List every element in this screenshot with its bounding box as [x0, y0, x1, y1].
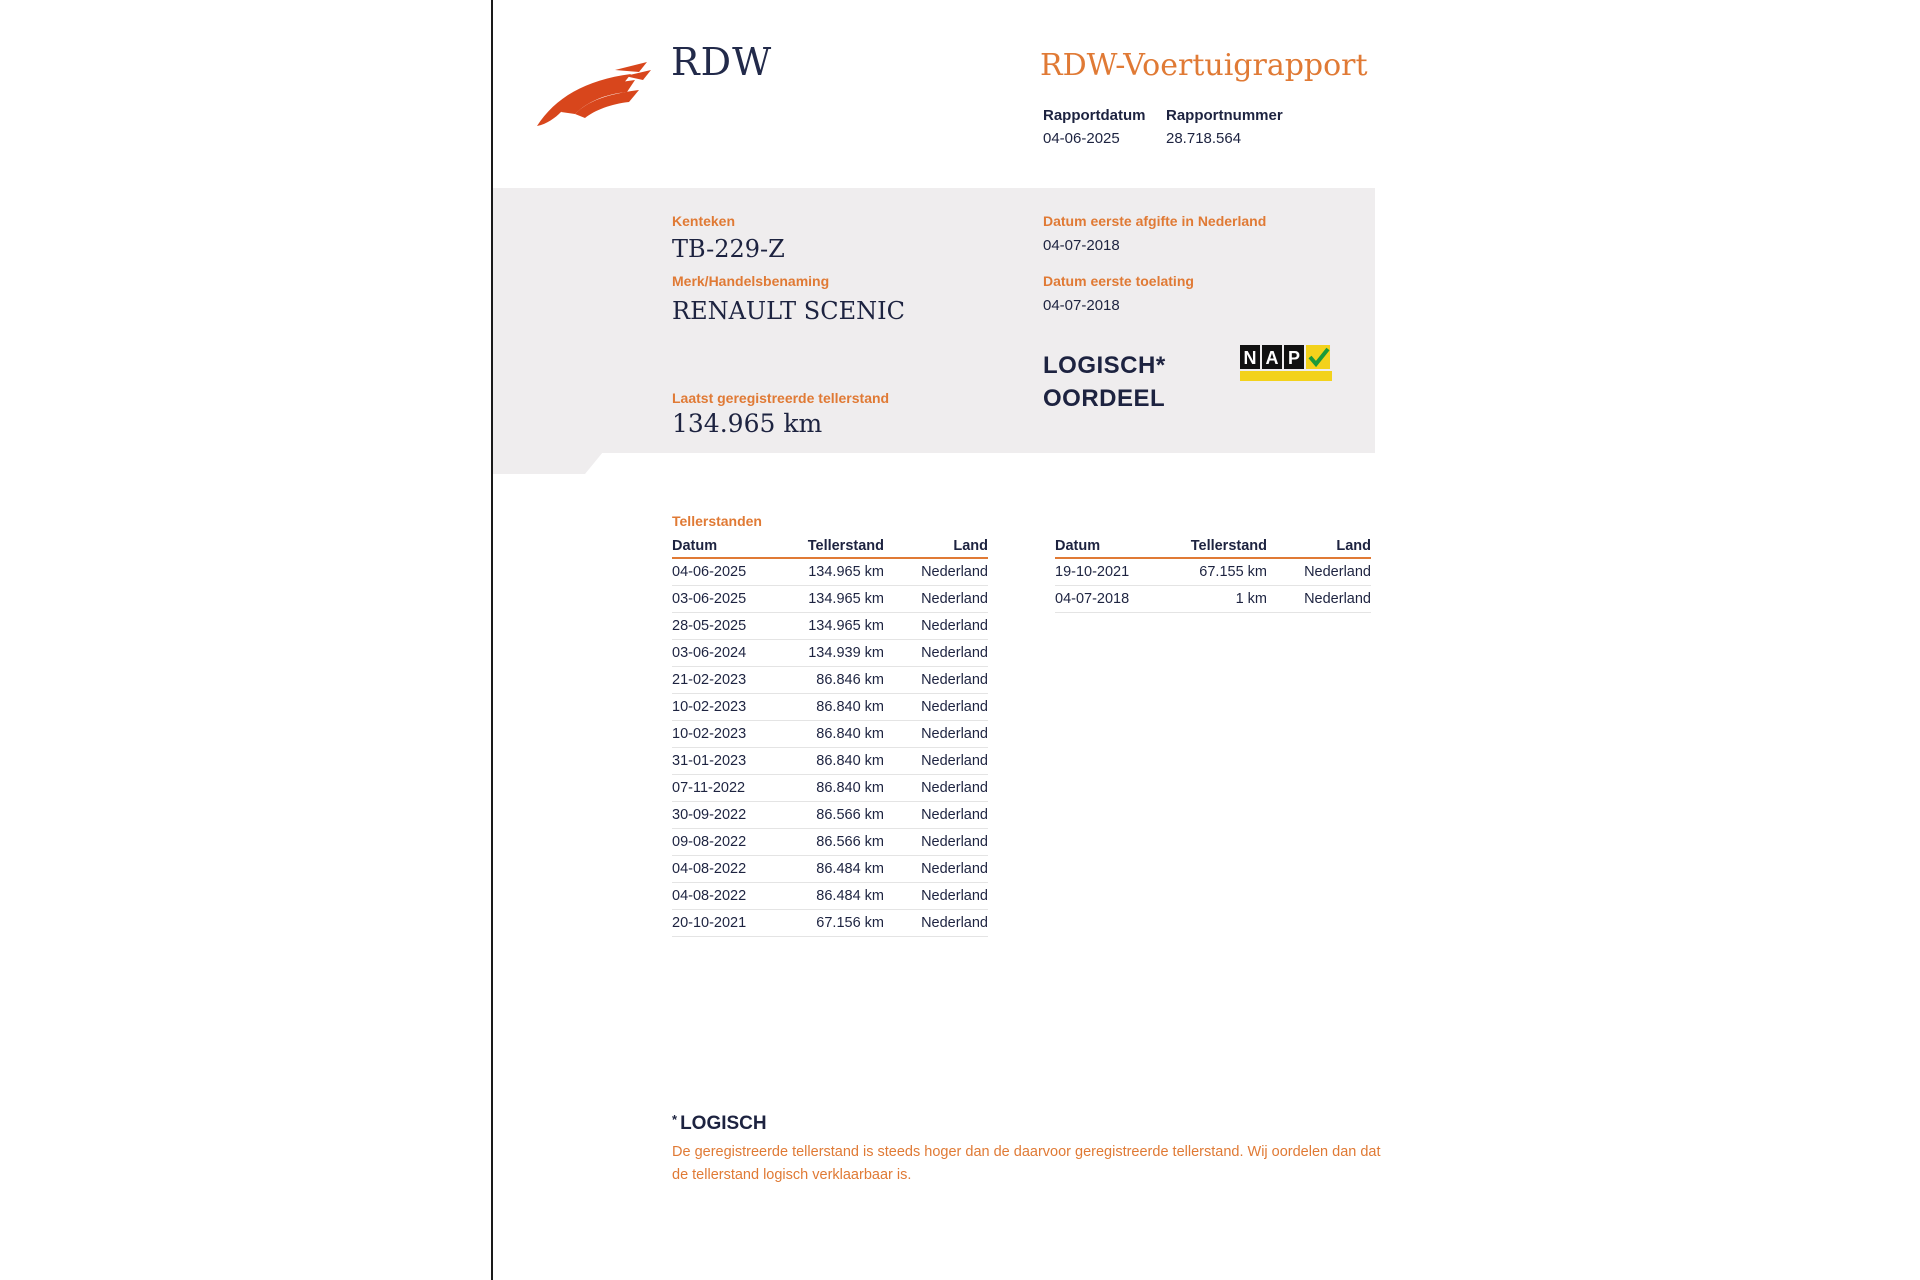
vehicle-make: RENAULT SCENIC — [672, 297, 905, 325]
readings-title: Tellerstanden — [672, 513, 762, 529]
footnote-text: De geregistreerde tellerstand is steeds hoger dan de daarvoor geregistreerde tellerstand. Wij oordelen dan dat de tellerstand logisch verklaarbaar is. — [672, 1144, 1381, 1183]
reading-country: Nederland — [884, 775, 988, 802]
col-date-header: Datum — [1055, 535, 1167, 558]
reading-row — [672, 613, 988, 640]
reading-odometer: 86.566 km — [784, 829, 884, 856]
reading-row — [672, 640, 988, 667]
reading-country: Nederland — [884, 586, 988, 613]
reading-row — [672, 910, 988, 937]
reading-odometer: 86.840 km — [784, 775, 884, 802]
panel-tab-shape — [493, 452, 603, 474]
reading-odometer: 134.965 km — [784, 586, 884, 613]
reading-date: 03-06-2024 — [672, 640, 784, 667]
reading-date: 07-11-2022 — [672, 775, 784, 802]
reading-country: Nederland — [884, 640, 988, 667]
reading-date: 09-08-2022 — [672, 829, 784, 856]
reading-date: 10-02-2023 — [672, 694, 784, 721]
reading-row — [1055, 586, 1371, 613]
reading-date: 04-07-2018 — [1055, 586, 1167, 613]
reading-odometer: 86.846 km — [784, 667, 884, 694]
brand-name: RDW — [671, 40, 773, 84]
col-country-header: Land — [884, 535, 988, 558]
plate-label: Kenteken — [672, 213, 736, 229]
reading-odometer: 1 km — [1167, 586, 1267, 613]
reading-country: Nederland — [884, 910, 988, 937]
report-title: RDW-Voertuigrapport — [1040, 48, 1368, 83]
verdict-logisch: LOGISCH* — [1043, 352, 1166, 379]
reading-country: Nederland — [1267, 558, 1371, 586]
reading-country: Nederland — [884, 856, 988, 883]
reading-odometer: 86.484 km — [784, 883, 884, 910]
first-issue-nl-label: Datum eerste afgifte in Nederland — [1043, 213, 1267, 229]
license-plate: TB-229-Z — [672, 235, 785, 263]
reading-date: 19-10-2021 — [1055, 558, 1167, 586]
reading-row — [672, 775, 988, 802]
readings-table-right — [1055, 535, 1371, 613]
report-date-label: Rapportdatum — [1043, 107, 1146, 124]
reading-row — [672, 558, 988, 586]
reading-row — [672, 802, 988, 829]
reading-date: 20-10-2021 — [672, 910, 784, 937]
reading-odometer: 134.965 km — [784, 558, 884, 586]
reading-country: Nederland — [884, 883, 988, 910]
footnote-title-text: LOGISCH — [680, 1113, 767, 1134]
reading-country: Nederland — [884, 802, 988, 829]
reading-odometer: 134.939 km — [784, 640, 884, 667]
reading-date: 04-08-2022 — [672, 883, 784, 910]
reading-odometer: 67.156 km — [784, 910, 884, 937]
reading-row — [672, 883, 988, 910]
nap-letter-a: A — [1265, 348, 1279, 368]
footnote-title — [672, 1112, 767, 1135]
reading-row — [672, 586, 988, 613]
nap-check-icon — [1240, 345, 1332, 381]
reading-country: Nederland — [884, 721, 988, 748]
reading-odometer: 86.840 km — [784, 721, 884, 748]
reading-odometer: 134.965 km — [784, 613, 884, 640]
reading-country: Nederland — [884, 558, 988, 586]
reading-date: 03-06-2025 — [672, 586, 784, 613]
footnote-star: * — [672, 1112, 678, 1127]
report-date: 04-06-2025 — [1043, 130, 1120, 147]
reading-country: Nederland — [884, 613, 988, 640]
reading-country: Nederland — [884, 748, 988, 775]
reading-row — [1055, 558, 1371, 586]
readings-table-left — [672, 535, 988, 937]
reading-country: Nederland — [884, 694, 988, 721]
reading-row — [672, 748, 988, 775]
reading-row — [672, 829, 988, 856]
first-admission-label: Datum eerste toelating — [1043, 273, 1194, 289]
report-number-label: Rapportnummer — [1166, 107, 1283, 124]
first-issue-nl-date: 04-07-2018 — [1043, 237, 1120, 254]
reading-odometer: 86.566 km — [784, 802, 884, 829]
reading-country: Nederland — [884, 829, 988, 856]
reading-row — [672, 721, 988, 748]
first-admission-date: 04-07-2018 — [1043, 297, 1120, 314]
reading-odometer: 86.840 km — [784, 748, 884, 775]
odometer-label: Laatst geregistreerde tellerstand — [672, 390, 890, 406]
reading-date: 31-01-2023 — [672, 748, 784, 775]
reading-date: 04-08-2022 — [672, 856, 784, 883]
reading-country: Nederland — [1267, 586, 1371, 613]
reading-country: Nederland — [884, 667, 988, 694]
reading-date: 28-05-2025 — [672, 613, 784, 640]
make-label: Merk/Handelsbenaming — [672, 273, 830, 289]
nap-letter-n: N — [1243, 348, 1257, 368]
reading-date: 30-09-2022 — [672, 802, 784, 829]
col-odometer-header: Tellerstand — [784, 535, 884, 558]
reading-row — [672, 667, 988, 694]
reading-date: 04-06-2025 — [672, 558, 784, 586]
reading-odometer: 86.484 km — [784, 856, 884, 883]
reading-row — [672, 856, 988, 883]
rdw-logo-icon — [535, 58, 653, 128]
nap-letter-p: P — [1287, 348, 1301, 368]
last-odometer: 134.965 km — [672, 409, 823, 438]
report-number: 28.718.564 — [1166, 130, 1242, 147]
reading-date: 10-02-2023 — [672, 721, 784, 748]
reading-odometer: 67.155 km — [1167, 558, 1267, 586]
reading-odometer: 86.840 km — [784, 694, 884, 721]
col-date-header: Datum — [672, 535, 784, 558]
verdict-oordeel: OORDEEL — [1043, 385, 1166, 412]
reading-date: 21-02-2023 — [672, 667, 784, 694]
reading-row — [672, 694, 988, 721]
col-country-header: Land — [1267, 535, 1371, 558]
col-odometer-header: Tellerstand — [1167, 535, 1267, 558]
